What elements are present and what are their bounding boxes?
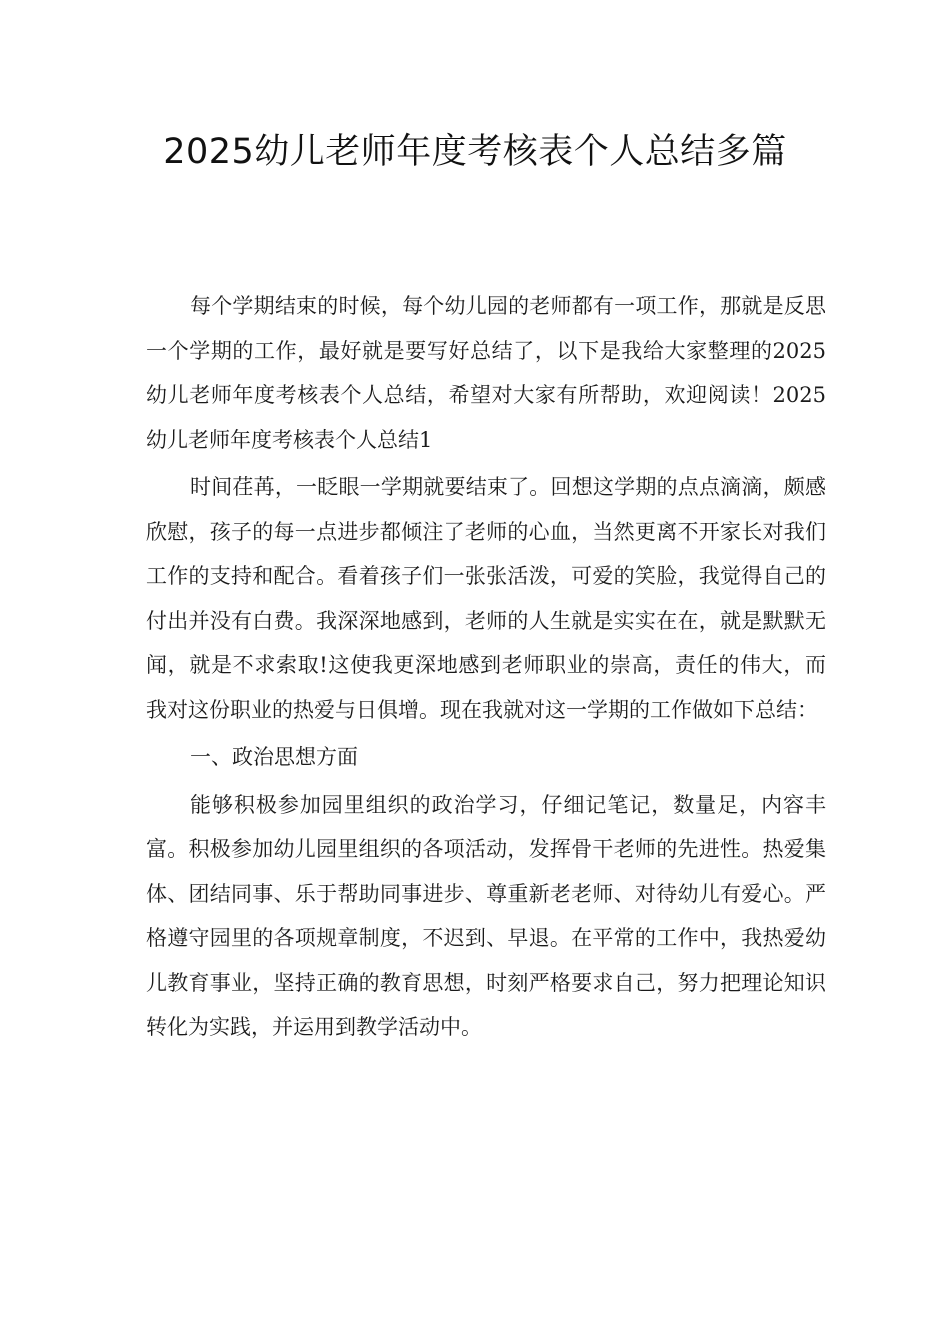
paragraph-reflection: 时间荏苒，一眨眼一学期就要结束了。回想这学期的点点滴滴，颇感欣慰，孩子的每一点进步都倾注了老师的心血，当然更离不开家长对我们工作的支持和配合。看着孩子们一张张活泼，可爱的笑脸，我觉得自己的付出并没有白费。我深深地感到，老师的人生就是实实在在，就是默默无闻，就是不求索取!这使我更深地感到老师职业的崇高，责任的伟大，而我对这份职业的热爱与日俱增。现在我就对这一学期的工作做如下总结： (146, 475, 826, 722)
document-title: 2025幼儿老师年度考核表个人总结多篇 (163, 132, 787, 172)
document-body (146, 284, 826, 1053)
paragraph-intro: 每个学期结束的时候，每个幼儿园的老师都有一项工作，那就是反思一个学期的工作，最好就是要写好总结了，以下是我给大家整理的2025幼儿老师年度考核表个人总结，希望对大家有所帮助，欢迎阅读！2025幼儿老师年度考核表个人总结1 (146, 294, 826, 452)
paragraph-politics: 能够积极参加园里组织的政治学习，仔细记笔记，数量足，内容丰富。积极参加幼儿园里组织的各项活动，发挥骨干老师的先进性。热爱集体、团结同事、乐于帮助同事进步、尊重新老老师、对待幼儿有爱心。严格遵守园里的各项规章制度，不迟到、早退。在平常的工作中，我热爱幼儿教育事业，坚持正确的教育思想，时刻严格要求自己，努力把理论知识转化为实践，并运用到教学活动中。 (146, 792, 826, 1039)
section-heading-politics: 一、政治思想方面 (190, 745, 358, 769)
